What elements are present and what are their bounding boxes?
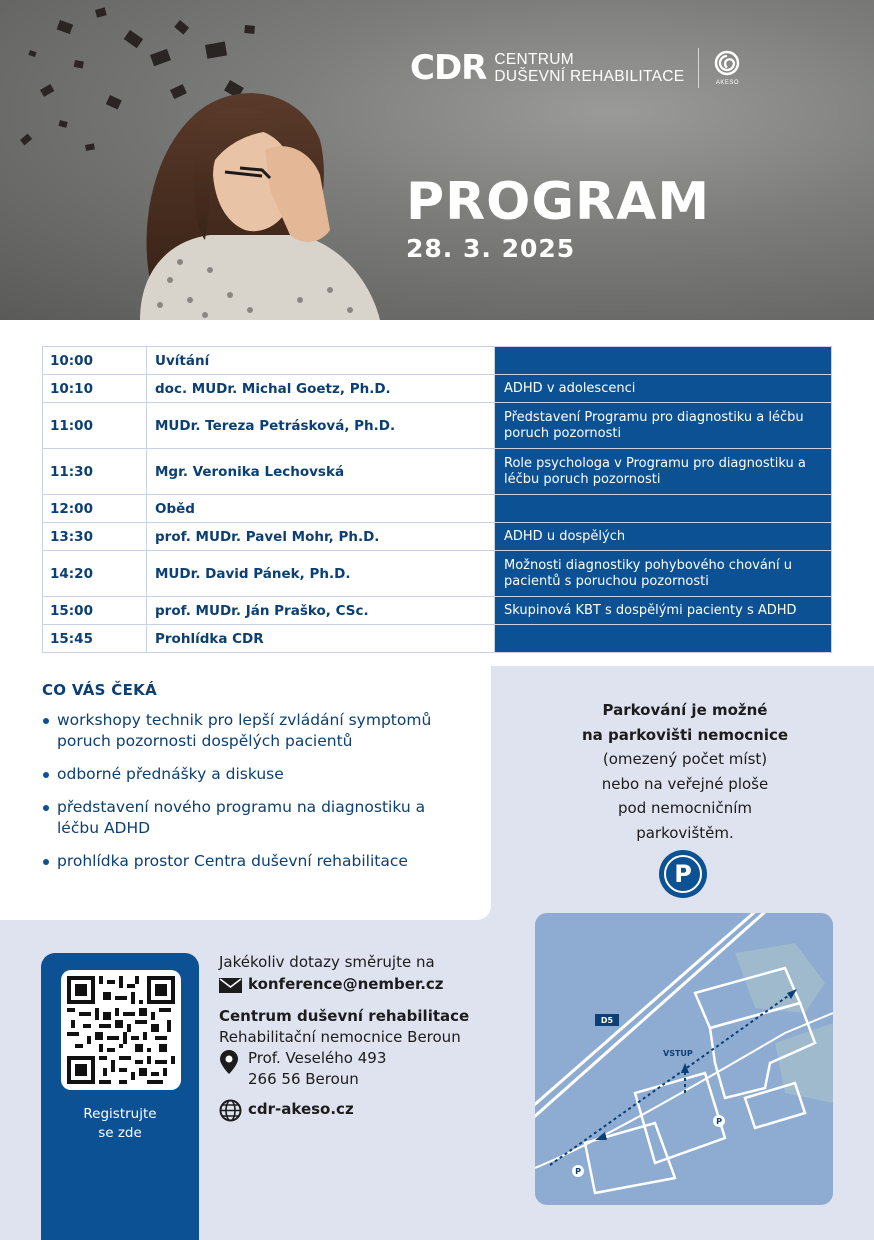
logo-name <box>494 51 684 85</box>
time-cell: 10:00 <box>43 347 147 375</box>
akeso-spiral-icon <box>714 50 740 76</box>
table-row <box>43 495 832 523</box>
topic-cell: ADHD v adolescenci <box>495 375 832 403</box>
logo-line-2: DUŠEVNÍ REHABILITACE <box>494 68 685 85</box>
topic-cell <box>495 625 832 653</box>
time-cell: 11:30 <box>43 449 147 495</box>
parking-line-4: nebo na veřejné ploše <box>601 774 769 793</box>
hospital-name: Rehabilitační nemocnice Beroun <box>219 1028 461 1046</box>
qr-icon <box>67 976 175 1084</box>
parking-letter: P <box>664 855 702 893</box>
parking-line-3: (omezený počet míst) <box>602 750 768 768</box>
schedule-table <box>42 346 832 653</box>
city-address: 266 56 Beroun <box>248 1070 359 1088</box>
parking-line-6: parkovištěm. <box>636 823 734 842</box>
table-row <box>43 403 832 449</box>
what-awaits-list <box>42 710 462 884</box>
list-item: prohlídka prostor Centra duševní rehabilitace <box>42 851 462 872</box>
time-cell: 12:00 <box>43 495 147 523</box>
topic-cell: Představení Programu pro diagnostiku a léčbu poruch pozornosti <box>495 403 832 449</box>
entrance-label: VSTUP <box>663 1049 693 1058</box>
parking-line-1: Parkování je možné <box>602 701 768 719</box>
parking-icon <box>659 850 707 898</box>
speaker-cell: prof. MUDr. Pavel Mohr, Ph.D. <box>147 523 495 551</box>
speaker-cell: Oběd <box>147 495 495 523</box>
speaker-cell: Prohlídka CDR <box>147 625 495 653</box>
questions-text: Jakékoliv dotazy směrujte na <box>219 953 435 971</box>
logo-separator <box>698 48 699 88</box>
map-drawing <box>535 913 833 1205</box>
time-cell: 15:45 <box>43 625 147 653</box>
time-cell: 10:10 <box>43 375 147 403</box>
time-cell: 11:00 <box>43 403 147 449</box>
logo-line-1: CENTRUM <box>494 51 574 68</box>
time-cell: 15:00 <box>43 597 147 625</box>
akeso-label: AKESO <box>715 80 739 86</box>
speaker-cell: MUDr. David Pánek, Ph.D. <box>147 551 495 597</box>
registration-label <box>41 1105 199 1143</box>
time-cell: 13:30 <box>43 523 147 551</box>
speaker-cell: MUDr. Tereza Petrásková, Ph.D. <box>147 403 495 449</box>
table-row <box>43 551 832 597</box>
street-address: Prof. Veselého 493 <box>248 1049 387 1067</box>
topic-cell <box>495 495 832 523</box>
parking-line-2: na parkovišti nemocnice <box>581 725 789 744</box>
parking-marker: P <box>716 1117 722 1126</box>
akeso-logo <box>709 50 745 86</box>
topic-cell: Možnosti diagnostiky pohybového chování u pacientů s poruchou pozornosti <box>495 551 832 597</box>
parking-info <box>560 698 810 845</box>
speaker-cell: doc. MUDr. Michal Goetz, Ph.D. <box>147 375 495 403</box>
location-pin-icon <box>220 1050 238 1074</box>
road-label: D5 <box>600 1016 614 1025</box>
topic-cell: Skupinová KBT s dospělými pacienty s ADHD <box>495 597 832 625</box>
topic-cell: Role psychologa v Programu pro diagnostiku a léčbu poruch pozornosti <box>495 449 832 495</box>
logo-mark: CDR <box>410 48 487 88</box>
list-item: odborné přednášky a diskuse <box>42 764 462 785</box>
speaker-cell: Uvítání <box>147 347 495 375</box>
woman-photo <box>0 0 380 320</box>
table-row <box>43 449 832 495</box>
website-link[interactable]: cdr-akeso.cz <box>248 1100 354 1118</box>
table-row <box>43 523 832 551</box>
parking-map <box>535 913 833 1205</box>
envelope-icon <box>219 978 242 993</box>
email-link[interactable]: konference@nember.cz <box>248 975 444 993</box>
table-row <box>43 597 832 625</box>
speaker-cell: Mgr. Veronika Lechovská <box>147 449 495 495</box>
table-row <box>43 347 832 375</box>
topic-cell <box>495 347 832 375</box>
registration-line-1: Registrujte <box>83 1106 157 1122</box>
table-row <box>43 625 832 653</box>
registration-line-2: se zde <box>98 1125 142 1141</box>
registration-panel <box>41 953 199 1240</box>
event-date: 28. 3. 2025 <box>406 234 576 263</box>
what-awaits-title: CO VÁS ČEKÁ <box>42 681 157 699</box>
list-item: workshopy technik pro lepší zvládání symptomů poruch pozornosti dospělých pacientů <box>42 710 462 752</box>
parking-marker: P <box>575 1167 581 1176</box>
cdr-logo <box>410 48 745 88</box>
page-title: PROGRAM <box>406 172 711 232</box>
registration-qr-code[interactable] <box>61 970 181 1090</box>
parking-line-5: pod nemocničním <box>618 799 752 817</box>
topic-cell: ADHD u dospělých <box>495 523 832 551</box>
list-item: představení nového programu na diagnostiku a léčbu ADHD <box>42 797 462 839</box>
globe-icon <box>219 1099 242 1122</box>
speaker-cell: prof. MUDr. Ján Praško, CSc. <box>147 597 495 625</box>
time-cell: 14:20 <box>43 551 147 597</box>
table-row <box>43 375 832 403</box>
org-name: Centrum duševní rehabilitace <box>219 1007 470 1025</box>
header-banner <box>0 0 874 320</box>
